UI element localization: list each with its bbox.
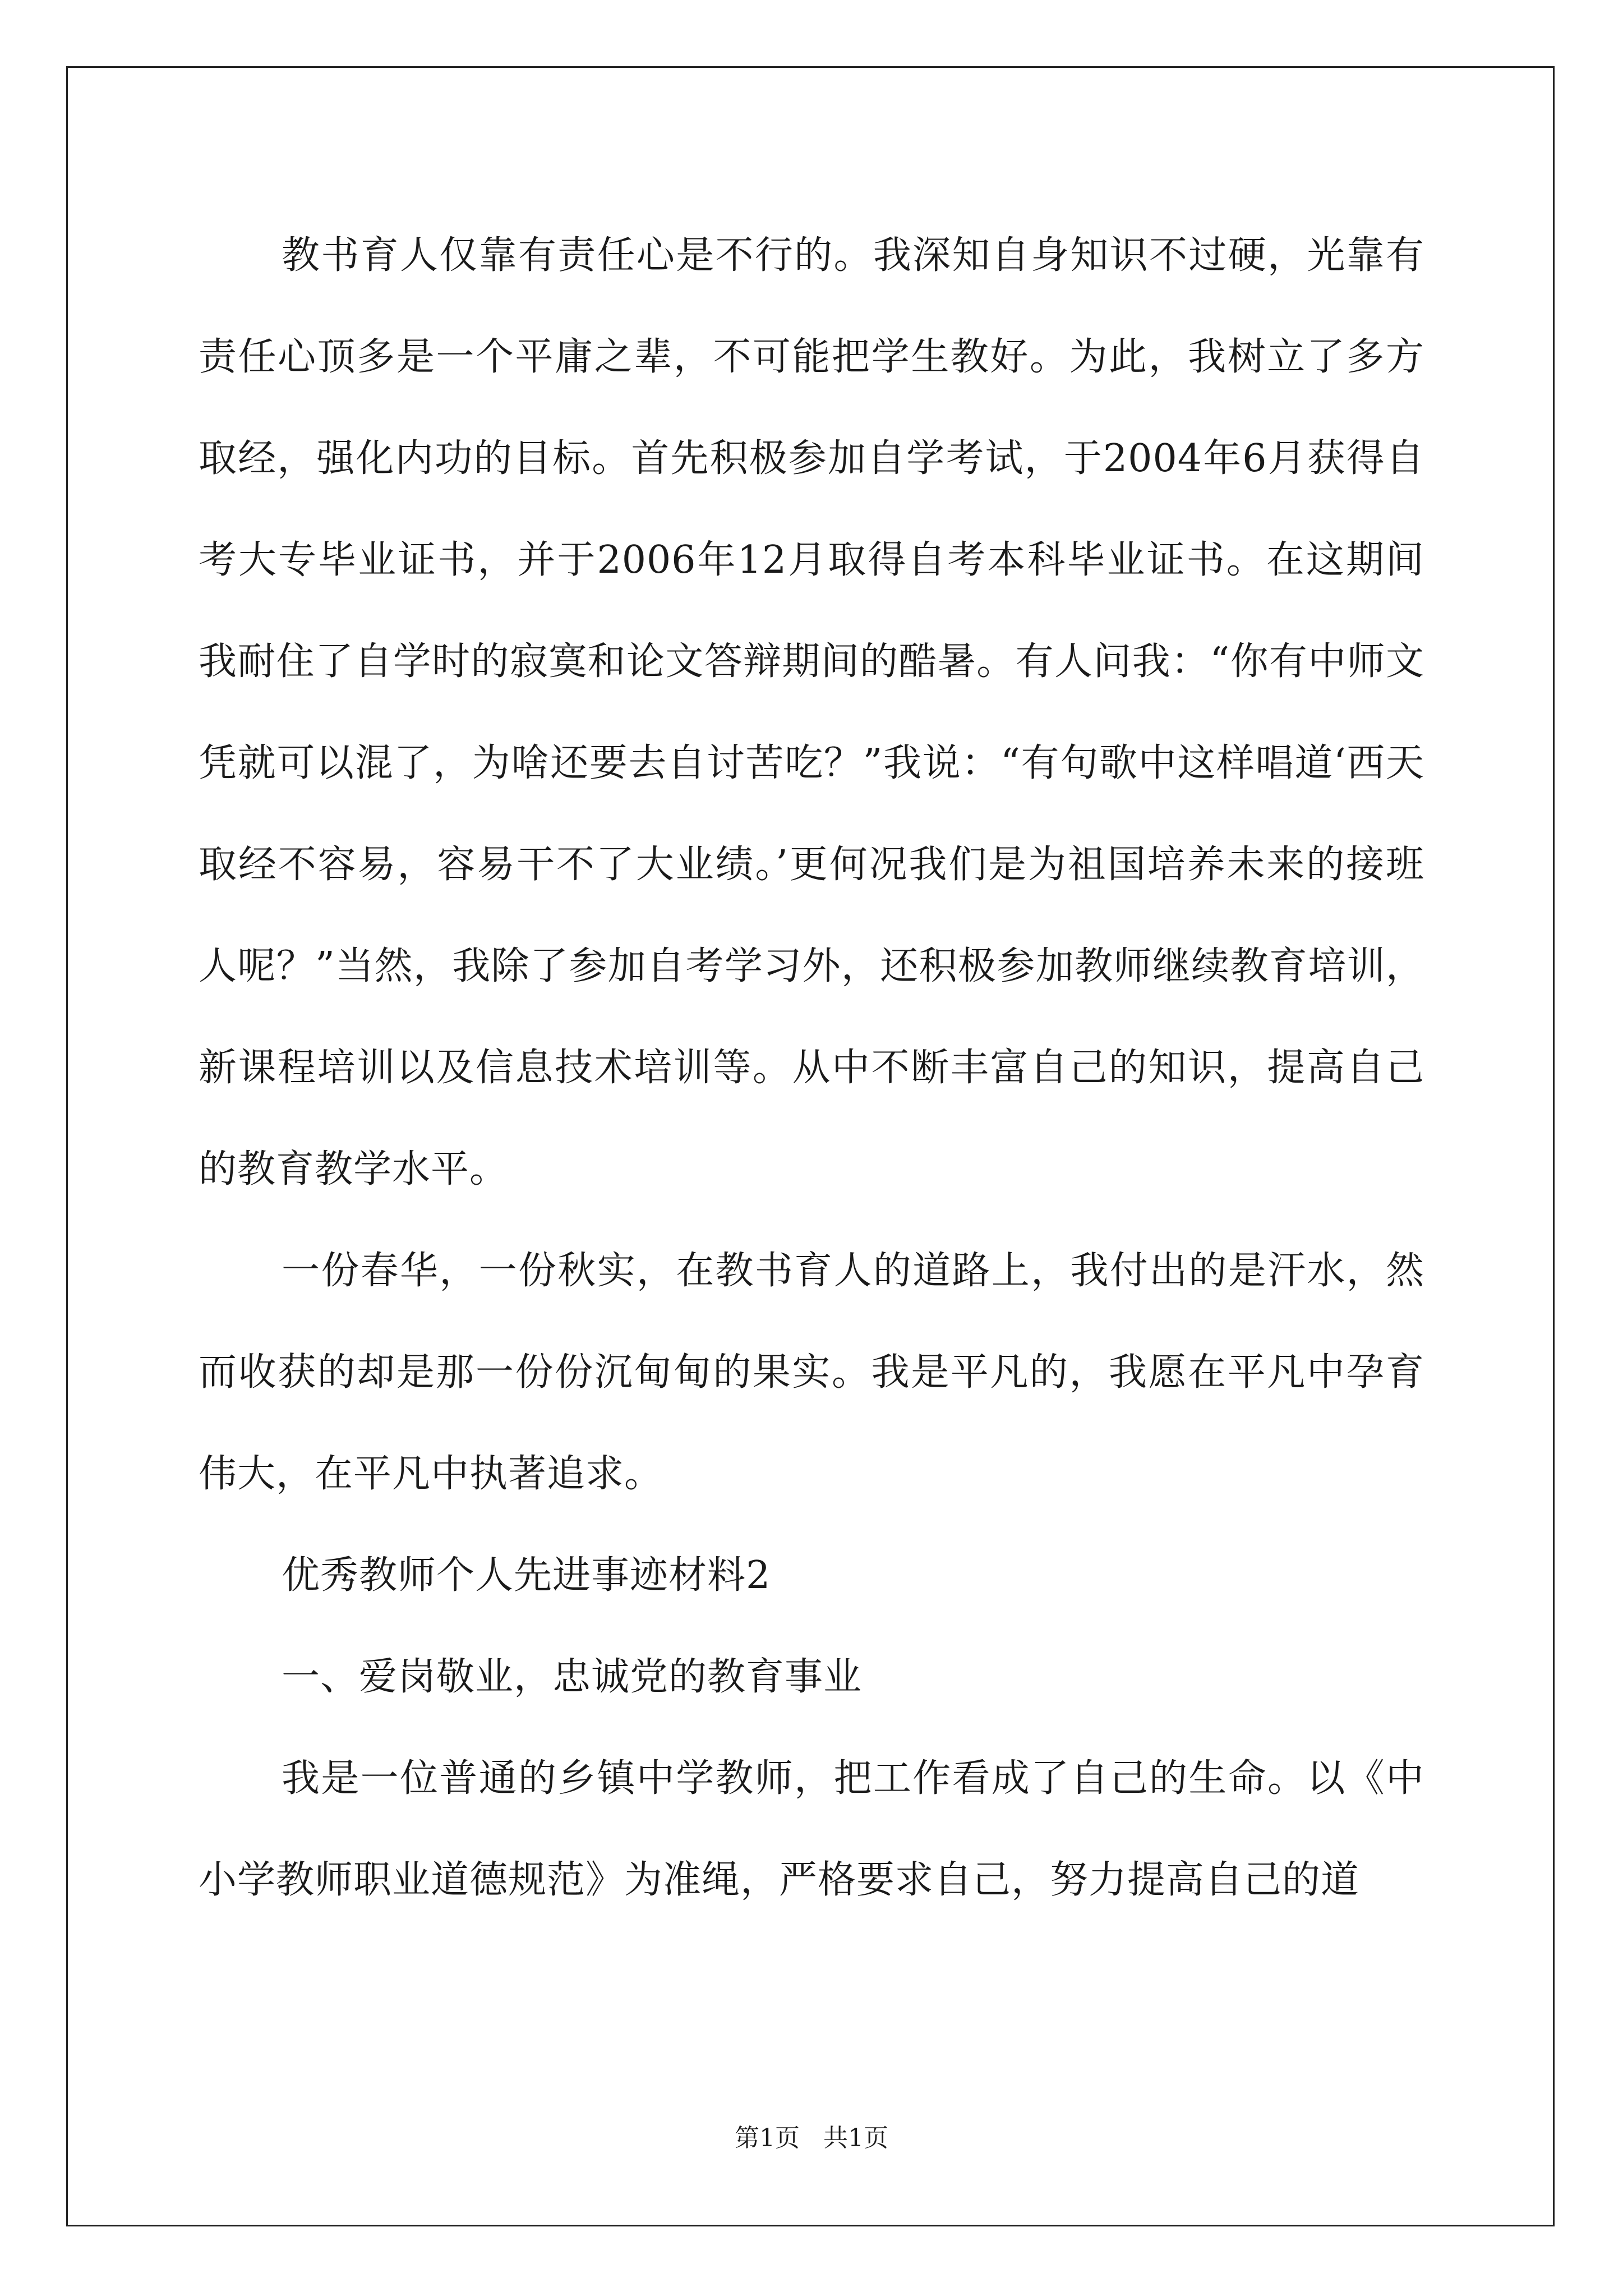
paragraph-harvest: 一份春华，一份秋实，在教书育人的道路上，我付出的是汗水，然而收获的却是那一份份沉甸甸的果实。我是平凡的，我愿在平凡中孕育伟大，在平凡中执著追求。 — [199, 1249, 1424, 1496]
paragraph-ordinary-teacher: 我是一位普通的乡镇中学教师，把工作看成了自己的生命。以《中小学教师职业道德规范》为准绳，严格要求自己，努力提高自己的道 — [199, 1756, 1424, 1902]
document-body — [199, 205, 1424, 1931]
page-footer: 第1页 共1页 — [735, 2124, 888, 2152]
section-heading-dedication: 一、爱岗敬业，忠诚党的教育事业 — [282, 1655, 863, 1699]
paragraph-self-study: 教书育人仅靠有责任心是不行的。我深知自身知识不过硬，光靠有责任心顶多是一个平庸之辈，不可能把学生教好。为此，我树立了多方取经，强化内功的目标。首先积极参加自学考试，于2004年6月获得自考大专毕业证书，并于2006年12月取得自考本科毕业证书。在这期间我耐住了自学时的寂寞和论文答辩期间的酷暑。有人问我：“你有中师文凭就可以混了，为啥还要去自讨苦吃？”我说：“有句歌中这样唱道‘西天取经不容易，容易干不了大业绩。’更何况我们是为祖国培养未来的接班人呢？”当然，我除了参加自考学习外，还积极参加教师继续教育培训，新课程培训以及信息技术培训等。从中不断丰富自己的知识，提高自己的教育教学水平。 — [199, 233, 1424, 1191]
section-title: 优秀教师个人先进事迹材料2 — [282, 1553, 771, 1598]
